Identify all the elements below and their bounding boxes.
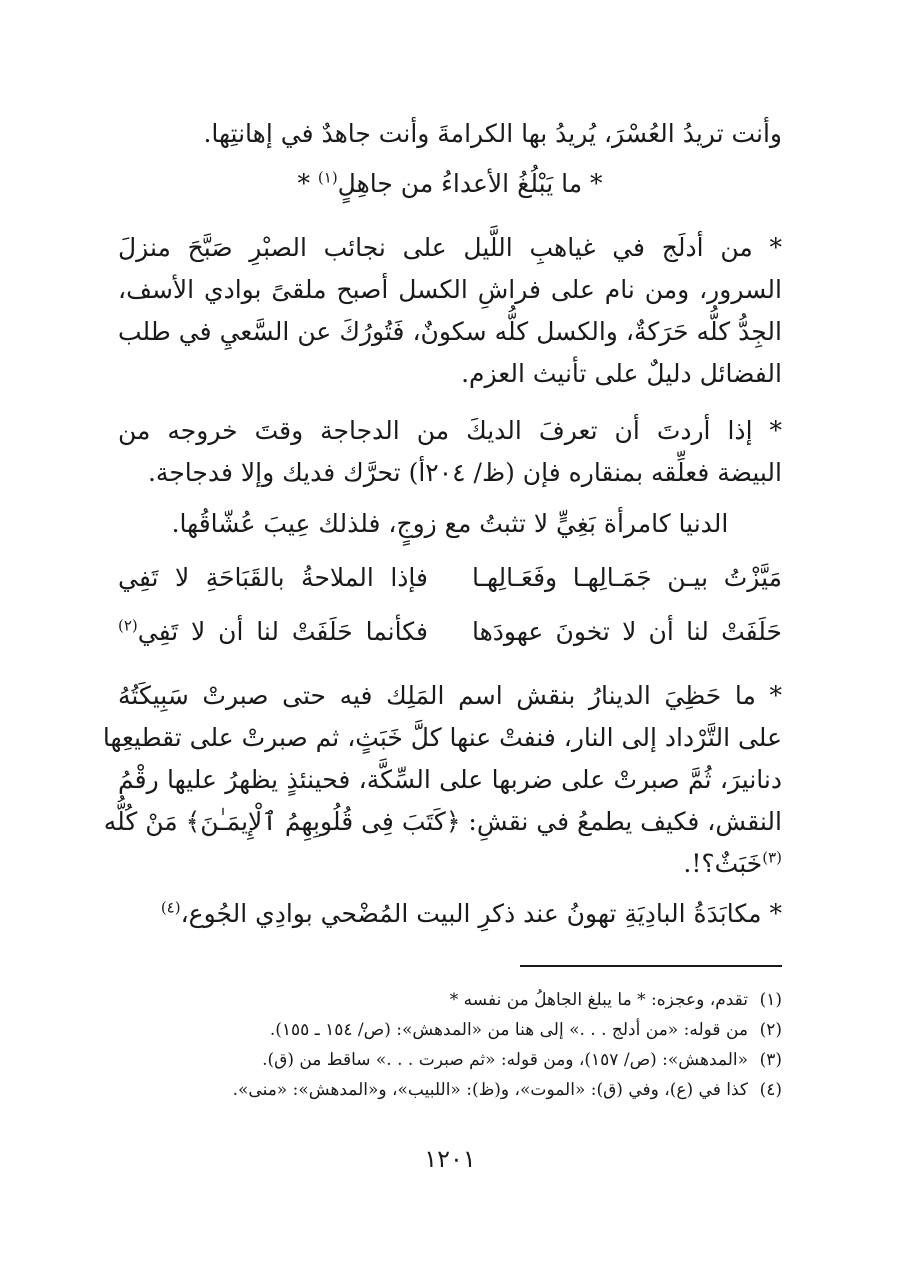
footnote-marker: (٢)	[118, 616, 138, 635]
footnote-number: (٤)	[759, 1080, 782, 1100]
poem-verse	[118, 557, 782, 599]
text-line	[118, 353, 782, 395]
page-number: ١٢٠١	[424, 1145, 476, 1173]
text-line	[118, 113, 782, 155]
text-span: السرور، ومن نام على فراشِ الكسل أصبح ملقىً بوادي الأسف،	[118, 275, 782, 304]
footnote	[118, 1045, 782, 1075]
footnote-text: من قوله: «من أدلج . . .» إلى هنا من «المدهش»: (ص/ ١٥٤ ـ ١٥٥).	[269, 1020, 748, 1040]
text-span: دنانيرَ، ثُمَّ صبرتْ على ضربها على السِّكَّة، فحينئذٍ يظهرُ عليها رقْمُ	[118, 765, 782, 794]
text-span: وأنت تريدُ العُسْرَ، يُريدُ بها الكرامةَ وأنت جاهدٌ في إهانتِها.	[203, 119, 782, 148]
text-span: * ما حَظِيَ الدينارُ بنقش اسم المَلِك فيه حتى صبرتْ سَبِيكَتُهُ	[118, 681, 782, 710]
footnote	[118, 1015, 782, 1045]
text-line	[118, 269, 782, 311]
text-line-centered	[118, 503, 782, 545]
text-line-centered	[118, 163, 782, 205]
text-span: الدنيا كامرأة بَغِيٍّ لا تثبتُ مع زوجٍ، فلذلك عِيبَ عُشّاقُها.	[171, 509, 729, 538]
text-line	[102, 717, 782, 759]
text-span: * إذا أردتَ أن تعرفَ الديكَ من الدجاجة وقتَ خروجه من	[118, 416, 782, 445]
footnote-number: (١)	[759, 990, 782, 1010]
text-span: الفضائل دليلٌ على تأنيث العزم.	[461, 359, 782, 388]
text-span: البيضة فعلِّقه بمنقاره فإن (ظ/ ٢٠٤أ) تحرَّك فديك وإلا فدجاجة.	[147, 458, 782, 487]
text-span: * مكابَدَةُ البادِيَةِ تهونُ عند ذكرِ البيت المُضْحي بوادِي الجُوع،	[180, 899, 782, 928]
footnote-separator	[520, 965, 782, 967]
text-line	[118, 311, 782, 353]
text-span: *	[297, 169, 318, 198]
footnote-text: تقدم، وعجزه: * ما يبلغ الجاهلُ من نفسه *	[449, 990, 748, 1010]
poem-hemistich-first: مَيَّزْتُ بيـن جَمَـالِهـا وفَعَـالِهـا	[472, 563, 782, 592]
footnote-marker: (١)	[317, 168, 338, 187]
footnote-text: «المدهش»: (ص/ ١٥٧)، ومن قوله: «ثم صبرت . . .» ساقط من (ق).	[262, 1050, 748, 1070]
footnote-text: كذا في (ع)، وفي (ق): «الموت»، و(ظ): «اللبيب»، و«المدهش»: «منى».	[232, 1080, 748, 1100]
text-span: الجِدُّ كلُّه حَرَكةٌ، والكسل كلُّه سكونٌ، فَتُورُكَ عن السَّعيِ في طلب	[118, 317, 782, 346]
text-line	[118, 843, 782, 885]
footnote-number: (٣)	[759, 1050, 782, 1070]
poem-verse	[118, 611, 782, 653]
text-span: * ما يَبْلُغُ الأعداءُ من جاهِلٍ	[337, 169, 603, 198]
footnote	[118, 985, 782, 1015]
poem-hemistich-second	[118, 611, 428, 653]
poem-hemistich-first: حَلَفَتْ لنا أن لا تخونَ عهودَها	[472, 617, 782, 646]
footnote-marker: (٤)	[160, 898, 181, 917]
text-line	[103, 801, 782, 843]
text-span: النقش، فكيف يطمعُ في نقشِ: ﴿كَتَبَ فِى قُلُوبِهِمُ ٱلْإِيمَـٰنَ﴾ مَنْ كُلُّه	[103, 807, 782, 836]
text-line	[118, 893, 782, 935]
text-line	[118, 410, 782, 452]
text-line	[118, 759, 782, 801]
text-span: على التَّرْداد إلى النار، فنفتْ عنها كلَّ خَبَثٍ، ثم صبرتْ على تقطيعِها	[102, 723, 782, 752]
footnote-marker: (٣)	[762, 848, 782, 867]
text-span: خَبَثٌ؟!.	[683, 849, 763, 878]
text-line	[118, 227, 782, 269]
text-line	[118, 452, 782, 494]
text-span: * من أدلَج في غياهبِ اللَّيل على نجائب الصبْرِ صَبَّحَ منزلَ	[118, 233, 782, 262]
footnote-number: (٢)	[759, 1020, 782, 1040]
poem-hemistich-second: فإذا الملاحةُ بالقَبَاحَةِ لا تَفِي	[118, 563, 428, 592]
text-span: فكأنما حَلَفَتْ لنا أن لا تَفِي	[137, 617, 428, 646]
footnote	[118, 1075, 782, 1105]
text-line	[118, 675, 782, 717]
